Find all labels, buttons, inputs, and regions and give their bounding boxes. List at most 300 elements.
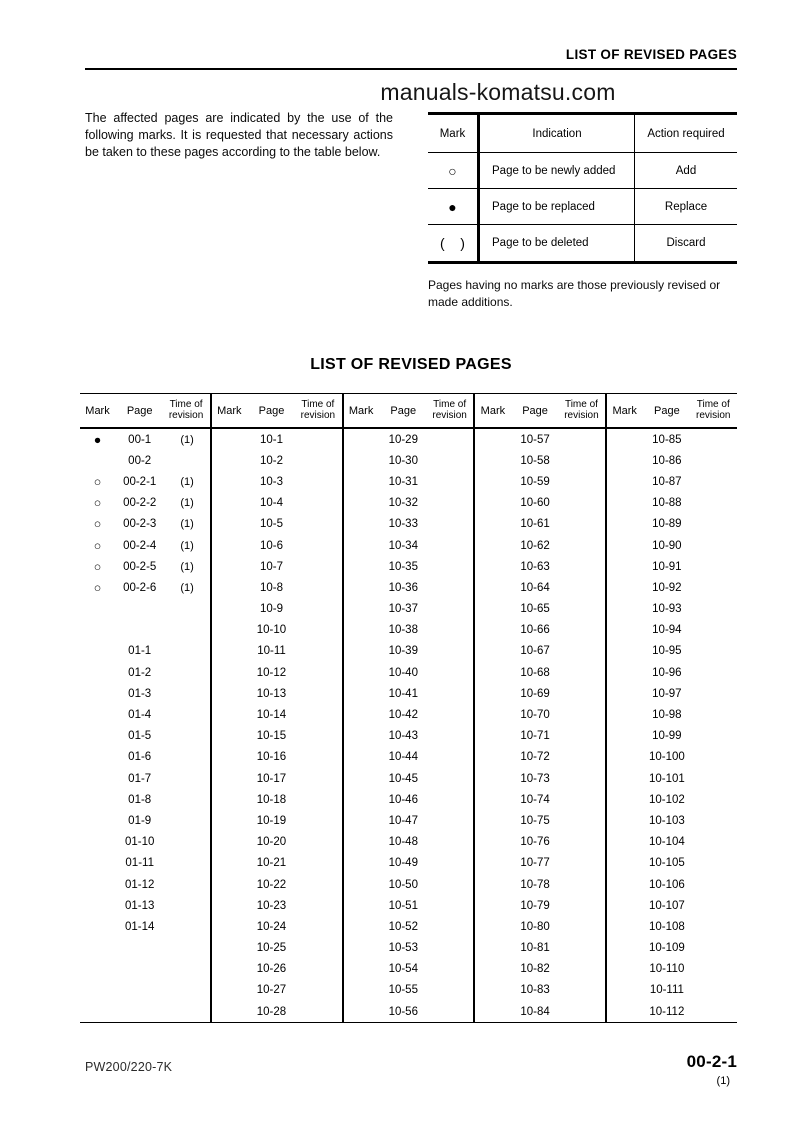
page-cell: 10-30 bbox=[388, 454, 418, 467]
table-row bbox=[80, 662, 210, 683]
column-header-mark: Mark bbox=[612, 404, 637, 417]
table-row bbox=[607, 980, 737, 1001]
page-cell: 10-36 bbox=[388, 581, 418, 594]
table-row bbox=[475, 789, 605, 810]
table-row bbox=[475, 620, 605, 641]
table-row bbox=[344, 874, 474, 895]
page-cell: 10-12 bbox=[256, 666, 287, 679]
table-row bbox=[475, 662, 605, 683]
page-cell: 10-35 bbox=[388, 560, 418, 573]
page-cell: 10-111 bbox=[649, 984, 684, 997]
table-row bbox=[212, 853, 342, 874]
watermark-text: manuals-komatsu.com bbox=[380, 79, 616, 105]
column-header-time-of-revision: Time of revision bbox=[168, 399, 204, 421]
revised-table-group bbox=[342, 394, 474, 1022]
page-cell: 10-11 bbox=[257, 645, 286, 658]
page-cell: 01-10 bbox=[124, 836, 155, 849]
column-header-time-of-revision: Time of revision bbox=[696, 399, 731, 421]
table-row bbox=[212, 556, 342, 577]
page-cell: 10-59 bbox=[520, 475, 550, 488]
table-row bbox=[607, 450, 737, 471]
time-of-revision-cell: (1) bbox=[180, 518, 194, 531]
marks-legend-table bbox=[428, 112, 737, 264]
page-cell: 10-74 bbox=[520, 793, 550, 806]
column-header-time-of-revision: Time of revision bbox=[564, 399, 599, 421]
table-row bbox=[80, 514, 210, 535]
table-row bbox=[80, 810, 210, 831]
page-cell: 10-57 bbox=[520, 433, 550, 446]
table-row bbox=[475, 577, 605, 598]
table-row bbox=[475, 450, 605, 471]
table-row bbox=[212, 450, 342, 471]
time-of-revision-cell: (1) bbox=[180, 433, 194, 446]
table-row bbox=[607, 471, 737, 492]
page-cell: 10-43 bbox=[388, 730, 418, 743]
page-cell: 10-62 bbox=[520, 539, 550, 552]
hollow-circle-icon: ○ bbox=[93, 540, 102, 551]
legend-row-add bbox=[428, 153, 737, 189]
table-row bbox=[607, 599, 737, 620]
table-row bbox=[212, 577, 342, 598]
table-row bbox=[80, 1001, 210, 1022]
page-cell: 10-102 bbox=[648, 793, 685, 806]
page-cell: 01-14 bbox=[124, 920, 155, 933]
table-row bbox=[475, 471, 605, 492]
page-cell: 01-3 bbox=[128, 687, 152, 700]
table-row bbox=[475, 832, 605, 853]
table-row bbox=[607, 1001, 737, 1022]
page-cell: 01-9 bbox=[128, 814, 152, 827]
page-cell: 01-1 bbox=[128, 645, 152, 658]
column-header-page: Page bbox=[126, 404, 153, 417]
table-row bbox=[344, 895, 474, 916]
page-cell: 10-4 bbox=[259, 497, 283, 510]
page-cell: 00-2-4 bbox=[123, 539, 157, 552]
page-cell: 10-46 bbox=[388, 793, 418, 806]
table-row bbox=[607, 641, 737, 662]
table-row bbox=[212, 832, 342, 853]
footer-revision-number: (1) bbox=[716, 1075, 730, 1087]
table-row bbox=[607, 429, 737, 450]
table-row bbox=[475, 641, 605, 662]
page-cell: 10-101 bbox=[648, 772, 685, 785]
page-cell: 10-44 bbox=[388, 751, 418, 764]
page-cell: 10-95 bbox=[652, 645, 682, 658]
page-cell: 10-65 bbox=[520, 603, 550, 616]
table-row bbox=[475, 599, 605, 620]
table-row bbox=[212, 1001, 342, 1022]
column-header-mark: Mark bbox=[348, 404, 374, 417]
table-row bbox=[475, 980, 605, 1001]
page-cell: 10-6 bbox=[259, 539, 283, 552]
page-cell: 00-2-3 bbox=[123, 518, 157, 531]
time-of-revision-cell: (1) bbox=[180, 539, 194, 552]
table-row bbox=[344, 683, 474, 704]
table-row bbox=[344, 938, 474, 959]
page-cell: 10-17 bbox=[256, 772, 287, 785]
page-cell: 10-54 bbox=[388, 963, 418, 976]
page-cell: 10-97 bbox=[652, 687, 682, 700]
page-cell: 10-66 bbox=[520, 624, 550, 637]
table-row bbox=[212, 916, 342, 937]
table-row bbox=[212, 938, 342, 959]
parentheses-icon: ( ) bbox=[428, 225, 480, 261]
column-header-time-of-revision: Time of revision bbox=[300, 399, 336, 421]
table-row bbox=[344, 450, 474, 471]
table-row bbox=[344, 768, 474, 789]
table-row bbox=[212, 789, 342, 810]
page-cell: 00-2-6 bbox=[123, 581, 157, 594]
table-row bbox=[212, 493, 342, 514]
page-cell: 10-32 bbox=[388, 497, 418, 510]
table-row bbox=[80, 556, 210, 577]
legend-note: Pages having no marks are those previously revised or made additions. bbox=[428, 278, 721, 309]
table-row bbox=[344, 599, 474, 620]
legend-indication: Page to be newly added bbox=[480, 153, 635, 188]
table-row bbox=[475, 514, 605, 535]
page-cell: 10-14 bbox=[256, 709, 287, 722]
legend-action: Add bbox=[675, 164, 697, 177]
hollow-circle-icon: ○ bbox=[93, 476, 102, 487]
table-row bbox=[80, 641, 210, 662]
intro-paragraph: The affected pages are indicated by the use of the following marks. It is requested that necessary actions be taken to these pages according to the table below. bbox=[85, 111, 393, 159]
table-row bbox=[80, 980, 210, 1001]
table-row bbox=[212, 704, 342, 725]
page-cell: 00-1 bbox=[128, 433, 152, 446]
table-row bbox=[475, 810, 605, 831]
table-row bbox=[212, 641, 342, 662]
table-row bbox=[344, 704, 474, 725]
page-cell: 01-6 bbox=[128, 751, 152, 764]
page-cell: 10-103 bbox=[648, 814, 685, 827]
table-row bbox=[212, 874, 342, 895]
page-cell: 10-7 bbox=[259, 560, 283, 573]
table-row bbox=[80, 747, 210, 768]
table-row bbox=[212, 471, 342, 492]
page-cell: 10-25 bbox=[256, 942, 287, 955]
page-cell: 10-55 bbox=[388, 984, 418, 997]
page-cell: 10-110 bbox=[649, 963, 685, 976]
table-row bbox=[607, 853, 737, 874]
page-cell: 10-99 bbox=[652, 730, 682, 743]
page-cell: 10-2 bbox=[259, 454, 283, 467]
legend-header-mark: Mark bbox=[428, 115, 480, 152]
table-row bbox=[212, 620, 342, 641]
page-cell: 10-15 bbox=[256, 730, 287, 743]
page-cell: 00-2 bbox=[128, 454, 152, 467]
page-cell: 00-2-2 bbox=[123, 497, 157, 510]
column-header-page: Page bbox=[258, 404, 285, 417]
page-cell: 10-93 bbox=[652, 603, 682, 616]
table-row bbox=[607, 895, 737, 916]
table-row bbox=[607, 662, 737, 683]
page-cell: 10-29 bbox=[388, 433, 418, 446]
page-cell: 10-63 bbox=[520, 560, 550, 573]
table-row bbox=[475, 747, 605, 768]
table-row bbox=[80, 789, 210, 810]
legend-action: Discard bbox=[666, 237, 706, 249]
hollow-circle-icon: ○ bbox=[93, 498, 102, 509]
page-cell: 10-89 bbox=[652, 518, 682, 531]
table-row bbox=[344, 980, 474, 1001]
table-row bbox=[344, 810, 474, 831]
table-row bbox=[80, 620, 210, 641]
page-cell: 10-53 bbox=[388, 942, 418, 955]
table-row bbox=[607, 768, 737, 789]
legend-row-discard bbox=[428, 225, 737, 261]
page-cell: 01-7 bbox=[128, 772, 152, 785]
table-row bbox=[80, 704, 210, 725]
page-cell: 10-41 bbox=[388, 687, 418, 700]
table-row bbox=[344, 577, 474, 598]
table-row bbox=[80, 471, 210, 492]
table-row bbox=[475, 429, 605, 450]
table-row bbox=[344, 916, 474, 937]
table-row bbox=[212, 599, 342, 620]
table-row bbox=[80, 938, 210, 959]
page-cell: 10-76 bbox=[520, 836, 550, 849]
hollow-circle-icon: ○ bbox=[93, 582, 102, 593]
time-of-revision-cell: (1) bbox=[180, 560, 194, 573]
page-cell: 10-5 bbox=[259, 518, 283, 531]
filled-circle-icon: ● bbox=[428, 189, 480, 224]
page-cell: 10-80 bbox=[520, 920, 550, 933]
page-cell: 10-84 bbox=[520, 1005, 550, 1018]
page-cell: 10-85 bbox=[652, 433, 682, 446]
legend-indication: Page to be replaced bbox=[480, 189, 635, 224]
table-row bbox=[80, 493, 210, 514]
page-cell: 10-79 bbox=[520, 899, 550, 912]
column-header-time-of-revision: Time of revision bbox=[432, 399, 467, 421]
page-cell: 10-83 bbox=[520, 984, 550, 997]
table-row bbox=[344, 641, 474, 662]
page-cell: 10-34 bbox=[388, 539, 418, 552]
page-cell: 10-33 bbox=[388, 518, 418, 531]
table-row bbox=[80, 535, 210, 556]
table-row bbox=[80, 832, 210, 853]
table-row bbox=[212, 959, 342, 980]
page-cell: 10-107 bbox=[648, 899, 685, 912]
legend-header-row bbox=[428, 115, 737, 153]
table-row bbox=[475, 895, 605, 916]
group-header-row bbox=[475, 394, 605, 429]
table-row bbox=[344, 853, 474, 874]
page-cell: 10-90 bbox=[652, 539, 682, 552]
table-row bbox=[344, 747, 474, 768]
table-row bbox=[607, 874, 737, 895]
page-cell: 10-87 bbox=[652, 475, 682, 488]
page-cell: 10-24 bbox=[256, 920, 287, 933]
page-cell: 10-72 bbox=[520, 751, 550, 764]
table-row bbox=[344, 726, 474, 747]
table-row bbox=[475, 493, 605, 514]
table-row bbox=[344, 429, 474, 450]
table-row bbox=[80, 599, 210, 620]
page-cell: 10-78 bbox=[520, 878, 550, 891]
page-cell: 01-5 bbox=[128, 730, 152, 743]
page-cell: 10-49 bbox=[388, 857, 418, 870]
page-cell: 10-91 bbox=[652, 560, 682, 573]
page-cell: 10-40 bbox=[388, 666, 418, 679]
page-cell: 10-37 bbox=[388, 603, 418, 616]
table-row bbox=[344, 471, 474, 492]
page-cell: 10-77 bbox=[520, 857, 550, 870]
table-row bbox=[607, 556, 737, 577]
column-header-mark: Mark bbox=[85, 404, 110, 417]
table-row bbox=[607, 747, 737, 768]
table-row bbox=[212, 810, 342, 831]
table-row bbox=[475, 874, 605, 895]
page-cell: 10-28 bbox=[256, 1005, 287, 1018]
table-row bbox=[475, 726, 605, 747]
revised-table-group bbox=[210, 394, 342, 1022]
table-row bbox=[80, 916, 210, 937]
table-row bbox=[344, 514, 474, 535]
page-cell: 10-60 bbox=[520, 497, 550, 510]
page-header-title: LIST OF REVISED PAGES bbox=[565, 47, 737, 62]
table-row bbox=[607, 577, 737, 598]
page-cell: 10-70 bbox=[520, 709, 550, 722]
table-row bbox=[607, 704, 737, 725]
page-cell: 10-106 bbox=[648, 878, 685, 891]
table-row bbox=[607, 514, 737, 535]
filled-circle-icon: ● bbox=[93, 434, 102, 445]
page-cell: 10-42 bbox=[388, 709, 418, 722]
column-header-page: Page bbox=[390, 404, 417, 417]
page-cell: 10-64 bbox=[520, 581, 550, 594]
group-header-row bbox=[212, 394, 342, 429]
page-cell: 10-82 bbox=[520, 963, 550, 976]
page-cell: 10-98 bbox=[652, 709, 682, 722]
table-row bbox=[80, 959, 210, 980]
table-row bbox=[212, 768, 342, 789]
page-cell: 10-73 bbox=[520, 772, 550, 785]
page-cell: 10-96 bbox=[652, 666, 682, 679]
table-row bbox=[607, 493, 737, 514]
table-row bbox=[344, 535, 474, 556]
page-cell: 10-112 bbox=[649, 1005, 685, 1018]
header-rule bbox=[85, 68, 737, 70]
table-row bbox=[80, 768, 210, 789]
page-cell: 10-109 bbox=[648, 942, 685, 955]
page-cell: 01-2 bbox=[128, 666, 152, 679]
page-cell: 10-13 bbox=[256, 687, 287, 700]
revised-table-group bbox=[473, 394, 605, 1022]
page-cell: 10-100 bbox=[648, 751, 685, 764]
table-row bbox=[475, 535, 605, 556]
page-cell: 10-1 bbox=[259, 433, 283, 446]
page-cell: 10-22 bbox=[256, 878, 287, 891]
page-cell: 10-67 bbox=[520, 645, 550, 658]
page-cell: 10-8 bbox=[259, 581, 283, 594]
page-cell: 10-61 bbox=[520, 518, 550, 531]
page-cell: 10-47 bbox=[388, 814, 418, 827]
table-row bbox=[80, 726, 210, 747]
time-of-revision-cell: (1) bbox=[180, 497, 194, 510]
table-row bbox=[344, 556, 474, 577]
table-row bbox=[607, 959, 737, 980]
page-cell: 10-39 bbox=[388, 645, 418, 658]
time-of-revision-cell: (1) bbox=[180, 475, 194, 488]
list-title: LIST OF REVISED PAGES bbox=[310, 356, 512, 373]
table-row bbox=[344, 662, 474, 683]
page-cell: 10-108 bbox=[648, 920, 685, 933]
page-cell: 10-52 bbox=[388, 920, 418, 933]
page-cell: 10-88 bbox=[652, 497, 682, 510]
page-cell: 10-50 bbox=[388, 878, 418, 891]
legend-header-indication: Indication bbox=[480, 115, 635, 152]
page-cell: 10-69 bbox=[520, 687, 550, 700]
page-cell: 10-75 bbox=[520, 814, 550, 827]
table-row bbox=[80, 683, 210, 704]
table-row bbox=[475, 704, 605, 725]
table-row bbox=[607, 789, 737, 810]
table-row bbox=[80, 429, 210, 450]
group-header-row bbox=[344, 394, 474, 429]
table-row bbox=[80, 450, 210, 471]
legend-row-replace bbox=[428, 189, 737, 225]
page-cell: 10-56 bbox=[388, 1005, 418, 1018]
page-cell: 10-45 bbox=[388, 772, 418, 785]
page-cell: 01-11 bbox=[125, 857, 154, 870]
table-row bbox=[607, 810, 737, 831]
page-cell: 10-105 bbox=[648, 857, 685, 870]
column-header-page: Page bbox=[522, 404, 548, 417]
table-row bbox=[212, 895, 342, 916]
page-cell: 10-38 bbox=[388, 624, 418, 637]
table-row bbox=[607, 620, 737, 641]
legend-header-action: Action required bbox=[647, 127, 725, 140]
table-row bbox=[475, 916, 605, 937]
group-header-row bbox=[80, 394, 210, 429]
table-row bbox=[607, 726, 737, 747]
table-row bbox=[344, 620, 474, 641]
hollow-circle-icon: ○ bbox=[93, 519, 102, 530]
table-row bbox=[212, 683, 342, 704]
page-cell: 01-12 bbox=[124, 878, 155, 891]
page-cell: 10-71 bbox=[520, 730, 550, 743]
table-row bbox=[607, 916, 737, 937]
table-row bbox=[475, 1001, 605, 1022]
table-row bbox=[475, 959, 605, 980]
page-cell: 10-81 bbox=[520, 942, 550, 955]
table-row bbox=[475, 938, 605, 959]
column-header-mark: Mark bbox=[217, 404, 242, 417]
table-row bbox=[80, 577, 210, 598]
page-cell: 01-13 bbox=[124, 899, 155, 912]
group-header-row bbox=[607, 394, 737, 429]
table-row bbox=[344, 959, 474, 980]
table-row bbox=[344, 1001, 474, 1022]
table-row bbox=[475, 556, 605, 577]
page-cell: 10-86 bbox=[652, 454, 682, 467]
page-cell: 10-51 bbox=[388, 899, 418, 912]
page-cell: 10-26 bbox=[256, 963, 287, 976]
column-header-mark: Mark bbox=[480, 404, 506, 417]
table-row bbox=[212, 662, 342, 683]
table-row bbox=[212, 726, 342, 747]
table-row bbox=[607, 683, 737, 704]
page-cell: 10-27 bbox=[256, 984, 287, 997]
table-row bbox=[607, 535, 737, 556]
page-cell: 10-23 bbox=[256, 899, 287, 912]
revised-pages-table bbox=[80, 393, 737, 1023]
table-row bbox=[80, 874, 210, 895]
page-cell: 10-104 bbox=[648, 836, 685, 849]
table-row bbox=[212, 514, 342, 535]
table-row bbox=[212, 980, 342, 1001]
revised-table-group bbox=[80, 394, 210, 1022]
